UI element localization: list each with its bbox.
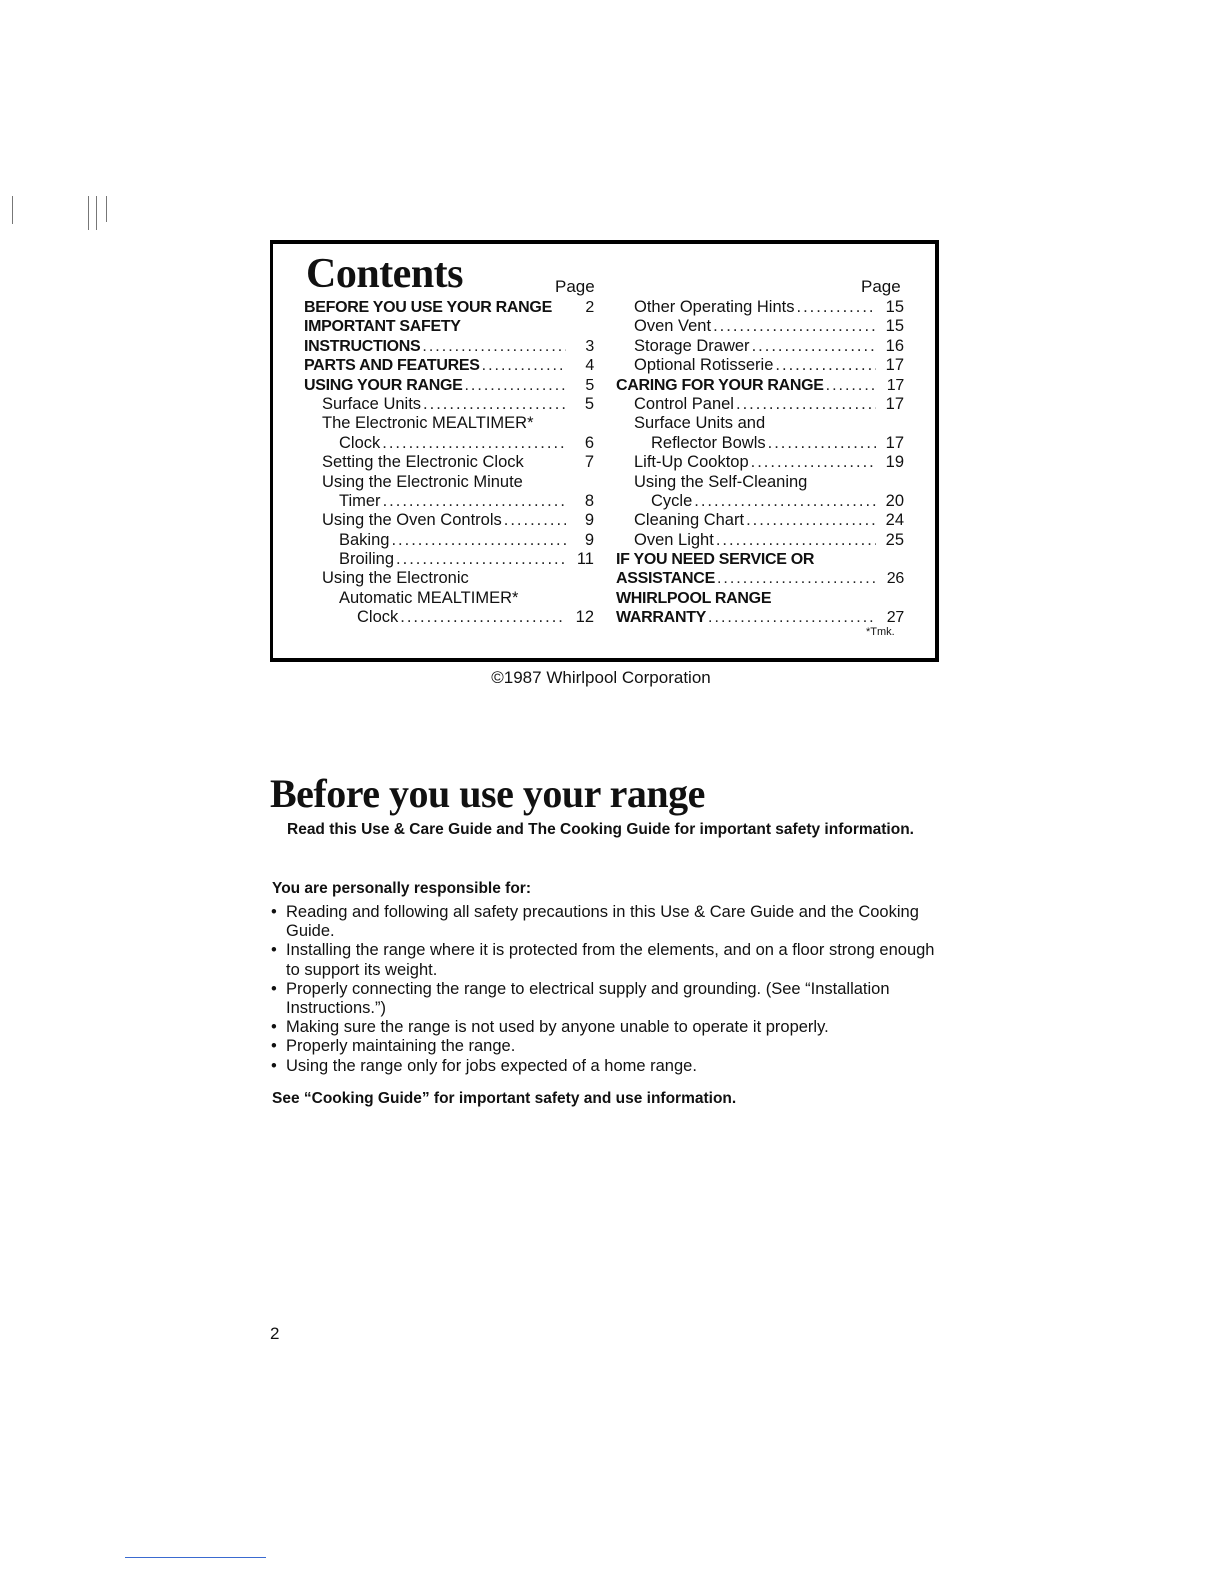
toc-entry — [616, 511, 904, 530]
bottom-rule — [125, 1557, 266, 1558]
dot-leader — [797, 298, 877, 317]
toc-entry — [616, 550, 904, 569]
contents-right-column — [616, 298, 904, 628]
toc-entry — [304, 492, 594, 511]
toc-entry — [616, 473, 904, 492]
toc-entry-page: 4 — [585, 357, 594, 375]
toc-entry — [304, 376, 594, 395]
dot-leader — [423, 395, 566, 414]
dot-leader — [713, 317, 876, 336]
toc-entry-label: Clock — [357, 608, 399, 627]
toc-entry-label: Using the Electronic — [322, 569, 469, 588]
toc-entry — [616, 298, 904, 317]
dot-leader — [400, 608, 566, 627]
dot-leader — [775, 356, 876, 375]
toc-entry-label: Control Panel — [634, 394, 734, 413]
toc-entry-label: Oven Light — [634, 530, 714, 549]
dot-leader — [391, 531, 566, 550]
toc-entry-page: 15 — [885, 317, 904, 336]
list-item: • Installing the range where it is protected from the elements, and on a floor strong enough to support its weight. — [270, 941, 950, 979]
toc-entry-label: Automatic MEALTIMER* — [339, 588, 519, 607]
toc-entry-label: Clock — [339, 433, 381, 452]
toc-entry-label: USING YOUR RANGE — [304, 376, 463, 394]
dot-leader — [736, 395, 876, 414]
toc-entry — [616, 492, 904, 511]
toc-entry-label: Other Operating Hints — [634, 298, 795, 316]
toc-entry-label: Lift-Up Cooktop — [634, 453, 749, 472]
toc-entry — [304, 473, 594, 492]
left-page-header: Page — [555, 277, 595, 296]
toc-entry — [616, 414, 904, 433]
toc-entry-page: 24 — [885, 511, 904, 530]
toc-entry-label: WHIRLPOOL RANGE — [616, 589, 772, 607]
toc-entry-page: 17 — [885, 356, 904, 375]
intro-paragraph: Read this Use & Care Guide and The Cooking Guide for important safety information. — [287, 821, 914, 838]
toc-entry-label: Broiling — [339, 550, 395, 569]
list-item: • Properly connecting the range to electrical supply and grounding. (See “Installation Instructions.”) — [270, 980, 950, 1018]
toc-entry — [304, 569, 594, 588]
dot-leader — [826, 376, 876, 395]
scan-artifact-marks — [8, 196, 128, 236]
list-item: • Making sure the range is not used by anyone unable to operate it properly. — [270, 1018, 950, 1037]
toc-entry-label: Using the Oven Controls — [322, 511, 502, 530]
toc-entry-page: 9 — [584, 530, 594, 549]
right-page-header: Page — [861, 277, 901, 296]
dot-leader — [746, 511, 876, 530]
dot-leader — [464, 376, 566, 395]
toc-entry-label: Storage Drawer — [634, 336, 750, 355]
toc-entry-label: Cleaning Chart — [634, 511, 745, 530]
toc-entry — [616, 569, 904, 588]
dot-leader — [768, 434, 876, 453]
toc-entry-label: Timer — [339, 491, 381, 510]
toc-entry-page: 5 — [584, 394, 594, 413]
toc-entry-label: Using the Self-Cleaning — [634, 472, 808, 491]
toc-entry — [304, 317, 594, 336]
toc-entry — [616, 395, 904, 414]
toc-entry-page: 17 — [886, 376, 904, 394]
toc-entry — [304, 395, 594, 414]
toc-entry — [616, 608, 904, 627]
toc-entry — [304, 414, 594, 433]
toc-entry-label: Surface Units — [322, 394, 422, 413]
contents-left-column — [304, 298, 594, 628]
list-item: • Reading and following all safety precautions in this Use & Care Guide and the Cooking Guide. — [270, 903, 950, 941]
dot-leader — [694, 492, 876, 511]
dot-leader — [482, 356, 566, 375]
toc-entry — [304, 589, 594, 608]
toc-entry-page: 25 — [885, 530, 904, 549]
dot-leader — [382, 434, 566, 453]
dot-leader — [422, 337, 566, 356]
toc-entry — [616, 434, 904, 453]
dot-leader — [752, 337, 876, 356]
toc-entry-label: The Electronic MEALTIMER* — [322, 414, 534, 433]
dot-leader — [708, 608, 876, 627]
toc-entry — [616, 531, 904, 550]
toc-entry-page: 19 — [885, 453, 904, 472]
toc-entry-label: Surface Units and — [634, 414, 766, 433]
toc-entry-page: 17 — [885, 394, 904, 413]
toc-entry-page: 3 — [585, 337, 594, 355]
toc-entry — [304, 550, 594, 569]
toc-entry — [304, 356, 594, 375]
toc-entry-page: 27 — [886, 609, 904, 627]
toc-entry-label: ASSISTANCE — [616, 570, 715, 588]
toc-entry — [616, 453, 904, 472]
copyright-line: ©1987 Whirlpool Corporation — [491, 668, 711, 687]
toc-entry-label: CARING FOR YOUR RANGE — [616, 376, 824, 394]
list-item: • Using the range only for jobs expected of a home range. — [270, 1057, 950, 1076]
toc-entry — [304, 608, 594, 627]
toc-entry-page: 8 — [584, 491, 594, 510]
responsibility-list — [270, 903, 950, 1076]
toc-entry-page: 16 — [885, 336, 904, 355]
toc-entry-label: Oven Vent — [634, 317, 712, 336]
toc-entry-page: 9 — [584, 511, 594, 530]
toc-entry-label: Reflector Bowls — [651, 433, 766, 452]
toc-entry — [616, 356, 904, 375]
dot-leader — [396, 550, 566, 569]
toc-entry — [304, 434, 594, 453]
toc-entry — [304, 337, 594, 356]
toc-entry-page: 11 — [576, 550, 594, 569]
toc-entry-page: 17 — [885, 433, 904, 452]
toc-entry-label: Baking — [339, 530, 390, 549]
toc-entry — [304, 531, 594, 550]
contents-title: Contents — [306, 251, 464, 297]
toc-entry-page: 12 — [575, 608, 594, 627]
section-title: Before you use your range — [270, 771, 705, 816]
dot-leader — [717, 569, 876, 588]
toc-entry-label: PARTS AND FEATURES — [304, 357, 480, 375]
trademark-note: *Tmk. — [866, 626, 895, 638]
toc-entry — [616, 376, 904, 395]
toc-entry — [304, 511, 594, 530]
list-item: • Properly maintaining the range. — [270, 1037, 950, 1056]
toc-entry-label: BEFORE YOU USE YOUR RANGE — [304, 299, 552, 316]
toc-entry-label: Setting the Electronic Clock — [322, 453, 524, 472]
toc-entry — [304, 453, 594, 472]
toc-entry-page: 2 — [585, 299, 594, 316]
dot-leader — [751, 453, 876, 472]
toc-entry — [616, 589, 904, 608]
toc-entry-label: IMPORTANT SAFETY — [304, 318, 461, 336]
toc-entry-label: IF YOU NEED SERVICE OR — [616, 551, 815, 569]
toc-entry-label: Optional Rotisserie — [634, 356, 774, 375]
toc-entry-page: 5 — [585, 376, 594, 394]
toc-entry — [616, 337, 904, 356]
dot-leader — [383, 492, 566, 511]
toc-entry — [304, 298, 594, 317]
toc-entry-label: Using the Electronic Minute — [322, 472, 523, 491]
toc-entry — [616, 317, 904, 336]
toc-entry-page: 15 — [885, 298, 904, 316]
toc-entry-page: 7 — [584, 453, 594, 472]
dot-leader — [504, 511, 566, 530]
page-number: 2 — [270, 1324, 280, 1343]
toc-entry-label: INSTRUCTIONS — [304, 337, 421, 355]
toc-entry-page: 6 — [584, 433, 594, 452]
toc-entry-page: 20 — [885, 491, 904, 510]
cooking-guide-note: See “Cooking Guide” for important safety and use information. — [272, 1090, 737, 1107]
toc-entry-page: 26 — [886, 570, 904, 588]
toc-entry-label: WARRANTY — [616, 609, 707, 627]
toc-entry-label: Cycle — [651, 491, 693, 510]
dot-leader — [716, 531, 876, 550]
responsibility-heading: You are personally responsible for: — [272, 880, 531, 897]
